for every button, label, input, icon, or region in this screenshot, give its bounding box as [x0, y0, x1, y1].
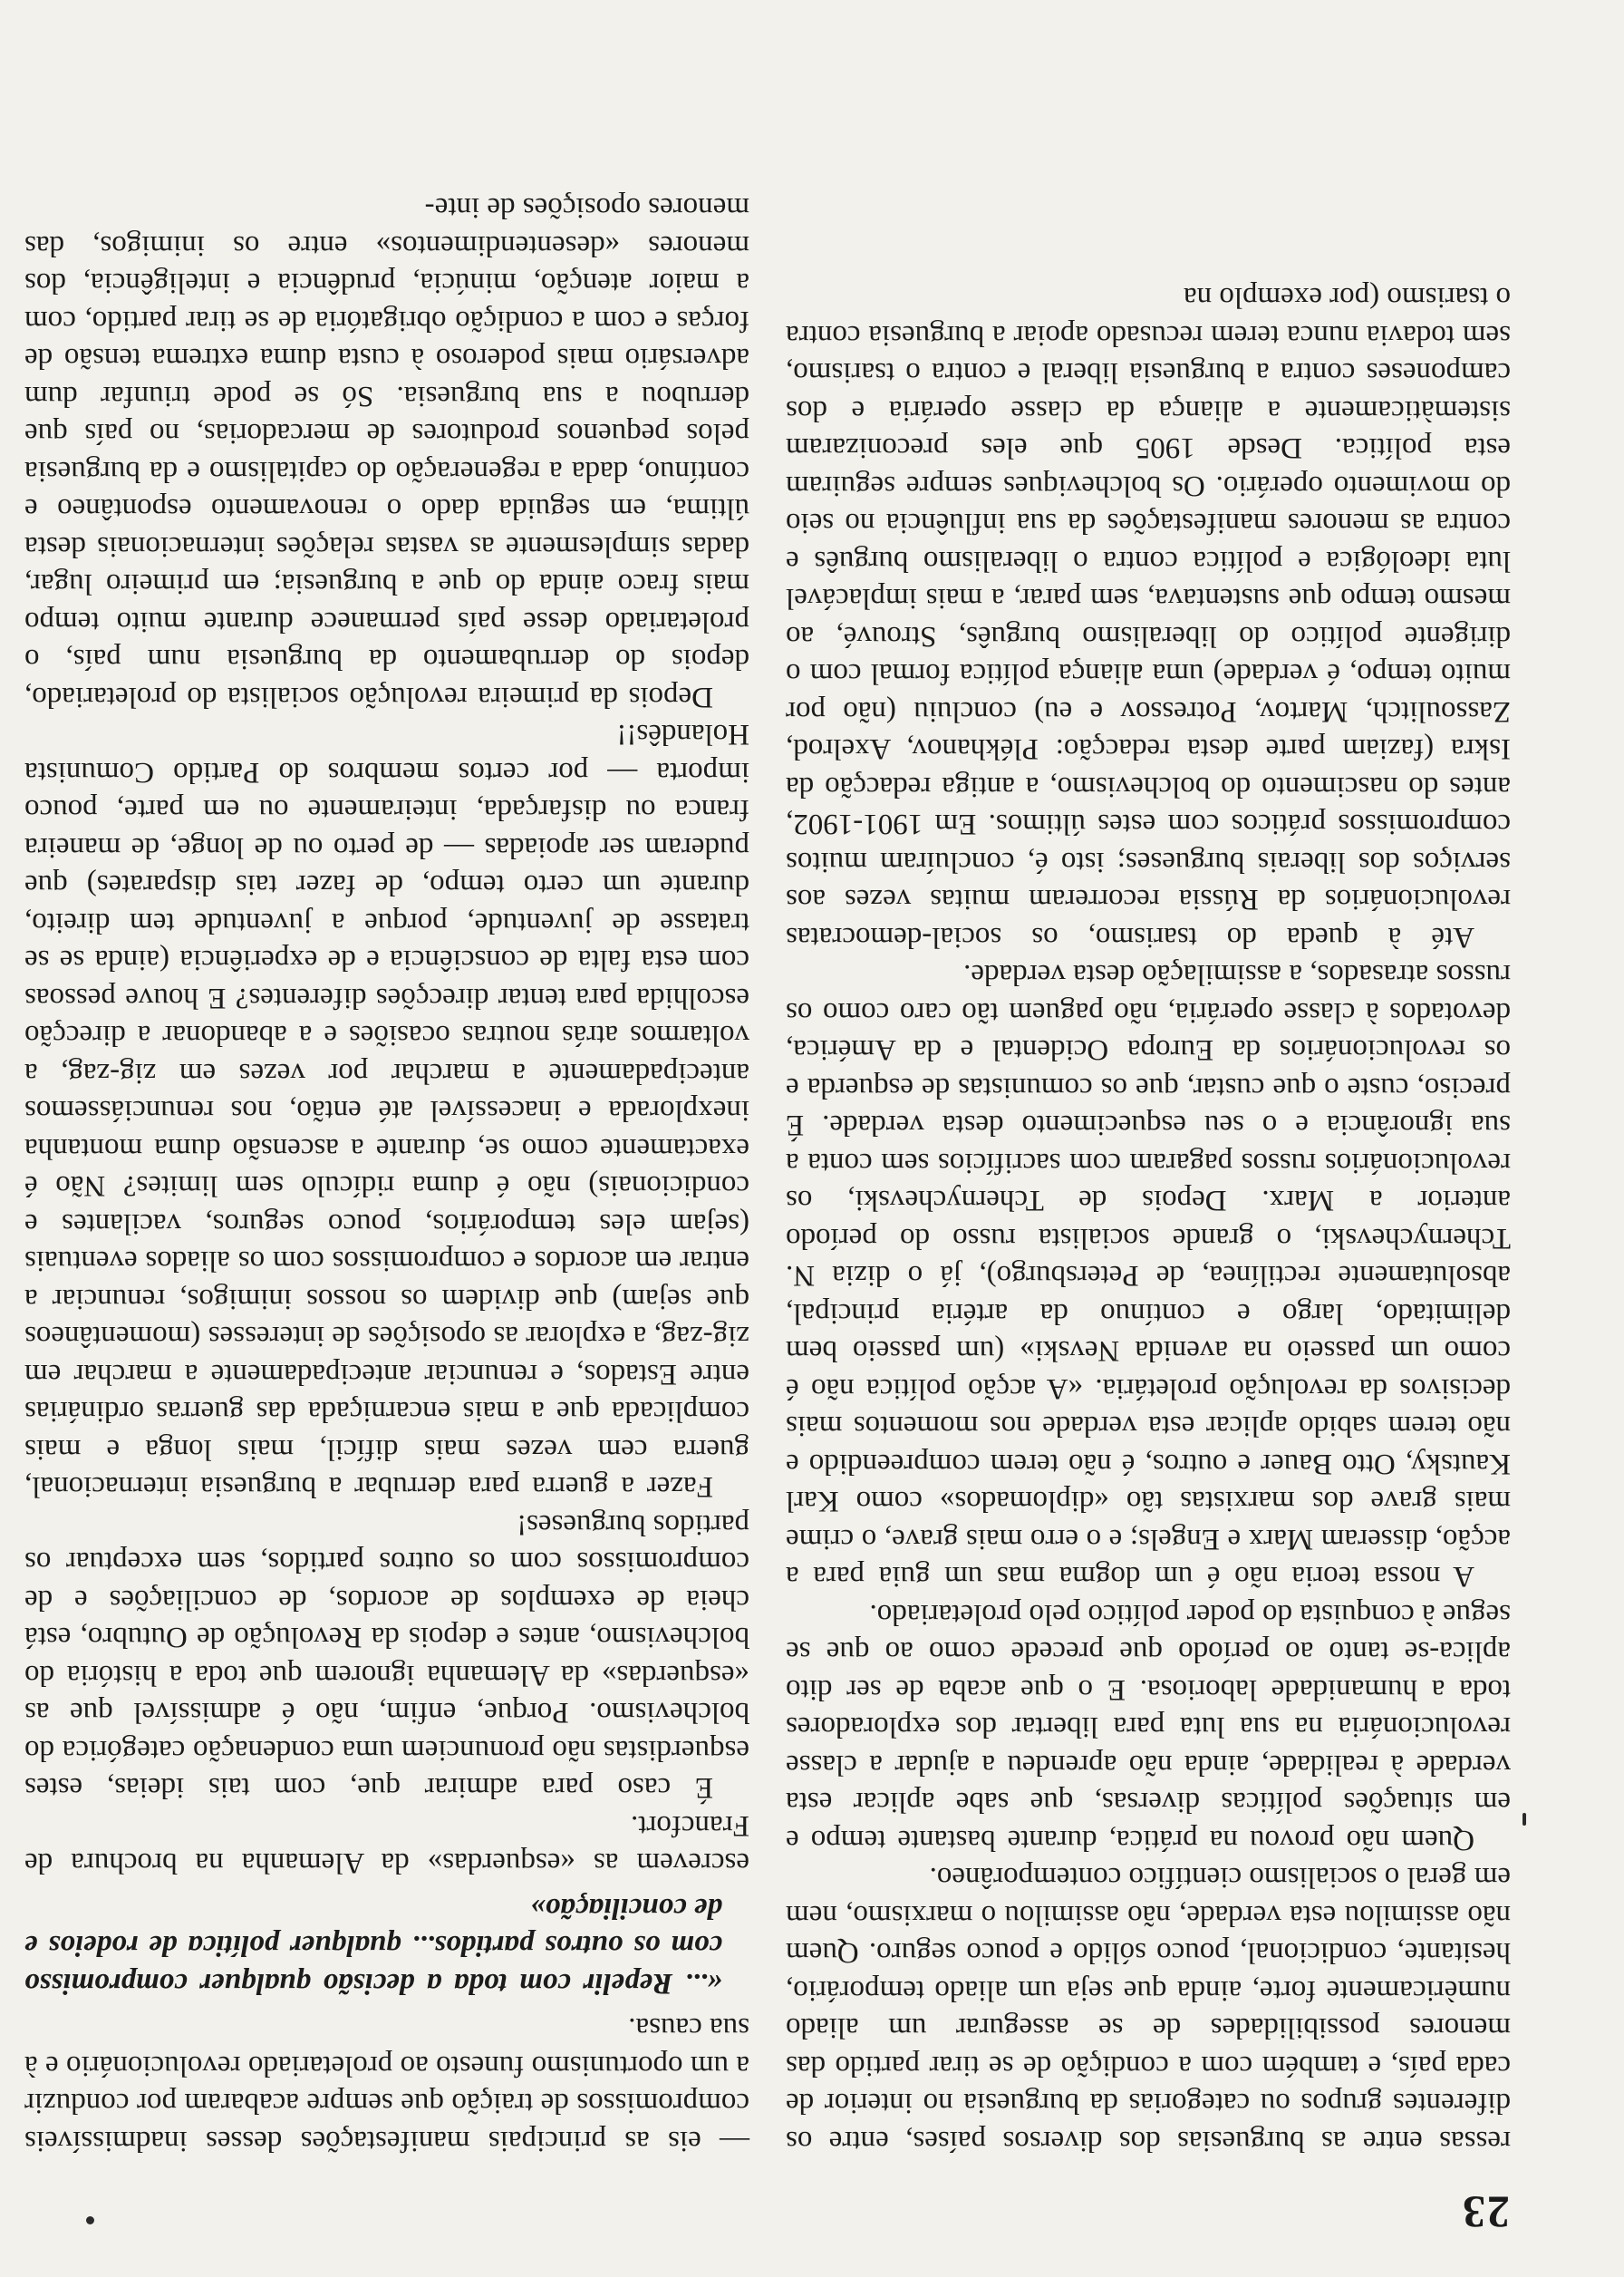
paragraph: Depois da primeira revolução socialista do proletariado, depois do derrubamento da burguesia num país, o proletariado desse país permanece durante muito tempo mais fraco ainda do que a burguesia; em primeiro lugar, dadas simplesmente as vastas relações internacionais desta última, em seguida dado o renovamento espontâneo e contínuo, dada a regeneração do capitalismo e da burguesia pelos pequenos produtores de mercadorias, no país que derrubou a sua burguesia. Só se pode triunfar dum adversário mais poderoso à custa duma extrema tensão de forças e com a condição obrigatória de se tirar partido, com a maior atenção, minúcia, prudência e inteligência, dos menores «desentendimentos» entre os inimigos, das menores oposições de inte- — [24, 191, 749, 713]
paragraph: Quem não provou na prática, durante bastante tempo e em situações políticas diversas, que sabe aplicar esta verdade à realidade, ainda não aprendeu a ajudar a classe revolucionária na sua luta para libertar dos exploradores toda a humanidade laboriosa. E o que acaba de ser dito aplica-se tanto ao período que precede como ao que se segue à conquista do poder político pelo proletariado. — [786, 1598, 1511, 1856]
paragraph: ressas entre as burguesias dos diversos países, entre os diferentes grupos ou categorias da burguesia no interior de cada país, e também com a condição de se tirar partido das menores possibilidades de se assegurar um aliado numèricamente forte, ainda que seja um aliado temporário, hesitante, condicional, pouco sólido e pouco seguro. Quem não assimilou esta verdade, não assimilou o marxismo, nem em geral o socialismo científico contemporâneo. — [786, 1861, 1511, 2157]
paragraph: escrevem as «esquerdas» da Alemanha na brochura de Francfort. — [24, 1809, 749, 1880]
scan-mark — [86, 2216, 94, 2224]
paragraph: Até à queda do tsarismo, os social-democratas revolucionários da Rússia recorreram muitas vezes aos serviços dos liberais burgueses; isto é, concluíram muitos compromissos práticos com estes últimos. Em 1901-1902, antes do nascimento do bolchevismo, a antiga redacção da Iskra (faziam parte desta redacção: Plékhanov, Axelrod, Zassoulitch, Martov, Potressov e eu) concluiu (não por muito tempo, é verdade) uma aliança política formal com o dirigente político do liberalismo burguês, Strouvé, ao mesmo tempo que sustentava, sem parar, a mais implacável luta ideológica e política contra o liberalismo burguês e contra as menores manifestações da sua influência no seio do movimento operário. Os bolcheviques sempre seguiram esta política. Desde 1905 que eles preconizaram sistemàticamente a aliança da classe operária e dos camponeses contra a burguesia liberal e contra o tsarismo, sem todavia nunca terem recusado apoiar a burguesia contra o tsarismo (por exemplo na — [786, 281, 1511, 954]
paragraph: É caso para admirar que, com tais ideias, estes esquerdistas não pronunciem uma condenação categórica do bolchevismo. Porque, enfim, não é admissível que as «esquerdas» da Alemanha ignorem que toda a história do bolchevismo, antes e depois da Revolução de Outubro, está cheia de exemplos de acordos, de conciliações e de compromissos com os outros partidos, sem exceptuar os partidos burgueses! — [24, 1508, 749, 1805]
block-quote: «... Repelir com toda a decisão qualquer compromisso com os outros partidos... qualquer política de rodeios e de conciliação» — [24, 1892, 722, 2000]
paragraph: Fazer a guerra para derrubar a burguesia internacional, guerra cem vezes mais difícil, mais longa e mais complicada que a mais encarniçada das guerras ordinárias entre Estados, e renunciar antecipadamente a marchar em zig-zag, a explorar as oposições de interesses (momentâneos que sejam) que dividem os nossos inimigos, renunciar a entrar em acordos e compromissos com os aliados eventuais (sejam eles temporários, pouco seguros, vacilantes e condicionais) não é duma ridículo sem limites? Não é exactamente como se, durante a ascensão duma montanha inexplorada e inacessível até então, nos renunciássemos antecipadamente a marchar por vezes em zig-zag, a voltarmos atrás noutras ocasiões e a abandonar a direcção escolhida para tentar direcções diferentes? E houve pessoas com esta falta de consciência e de experiência (ainda se se tratasse de juventude, porque a juventude tem direito, durante um certo tempo, de fazer tais disparates) que puderam ser apoiadas — de perto ou de longe, de maneira franca ou disfarçada, inteiramente ou em parte, pouco importa — por certos membros do Partido Comunista Holandês!! — [24, 718, 749, 1504]
left-column — [786, 278, 1511, 2159]
paragraph: — eis as principais manifestações desses inadmissíveis compromissos de traição que sempre acabaram por conduzir a um oportunismo funesto ao proletariado revolucionário e à sua causa. — [24, 2011, 749, 2157]
right-column — [24, 189, 749, 2159]
paragraph: A nossa teoria não é um dogma mas um guia para a acção, disseram Marx e Engels; e o erro mais grave, o crime mais grave dos marxistas tão «diplomados» como Karl Kautsky, Otto Bauer e outros, é não terem compreendido e não terem sabido aplicar esta verdade nos momentos mais decisivos da revolução proletária. «A acção política não é como um passeio na avenida Nevski» (um passeio bem delimitado, largo e contínuo da artéria principal, absolutamente rectilínea, de Petersburgo), já o dizia N. Tchernychevski, o grande socialista russo do período anterior a Marx. Depois de Tchernychevski, os revolucionários russos pagaram com sacrifícios sem conta a sua ignorância e o seu esquecimento desta verdade. É preciso, custe o que custar, que os comunistas de esquerda e os revolucionários da Europa Ocidental e da América, devotados à classe operária, não paguem tão caro como os russos atrasados, a assimilação desta verdade. — [786, 958, 1511, 1594]
scan-mark — [1522, 1813, 1526, 1826]
page-number: 23 — [1461, 2187, 1510, 2238]
